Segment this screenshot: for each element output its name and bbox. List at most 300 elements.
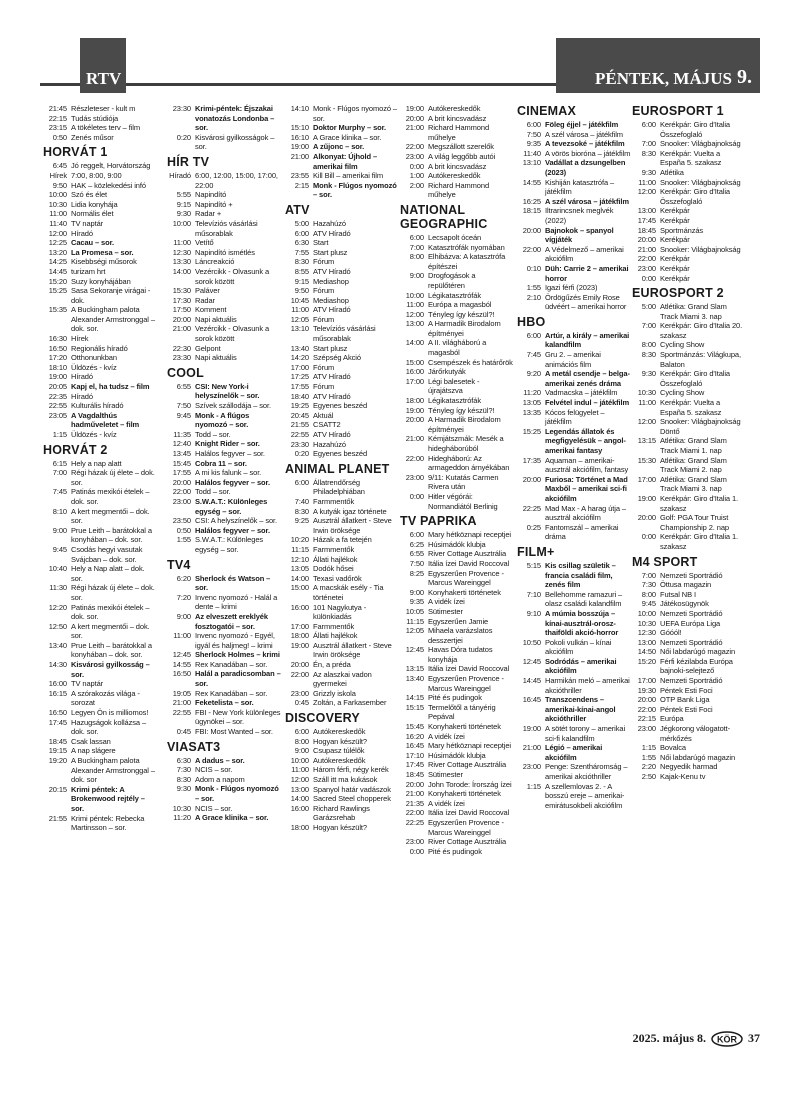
program-entry (285, 698, 399, 708)
program-title: Megszállott szerelők (428, 142, 494, 152)
program-title: Mediashop (313, 295, 349, 305)
program-entry (400, 751, 514, 761)
program-entry (167, 765, 281, 775)
program-entry (517, 197, 631, 207)
program-title: Fórum (313, 382, 335, 392)
program-time: 12:20 (48, 602, 67, 612)
program-title: Legyen Ön is milliomos! (71, 708, 149, 718)
program-title: Normális élet (71, 209, 114, 219)
program-title: Halálos fegyver – sor. (195, 449, 265, 458)
program-entry (43, 104, 157, 114)
program-time: 17:30 (172, 295, 191, 305)
program-title: A mi kis falunk – sor. (195, 468, 262, 478)
program-title: Kócos felügyelet – játékfilm (545, 407, 605, 427)
program-title: Az alaszkai vadon gyermekei (313, 669, 372, 689)
program-title: Katasztrófák nyomában (428, 242, 505, 252)
program-time: 7:40 (294, 496, 309, 506)
program-time: 7:50 (176, 401, 191, 411)
program-time: 7:00 (641, 570, 656, 580)
program-title: S.W.A.T.: Különleges egység – sor. (195, 496, 268, 516)
program-time: 0:20 (176, 132, 191, 142)
program-entry (285, 392, 399, 402)
program-time: 1:00 (409, 171, 424, 181)
program-title: ATV Híradó (313, 305, 351, 315)
program-title: Furiosa: Történet a Mad Maxből – amerikai sci-fi akciófilm (545, 474, 628, 503)
program-title: A brit kincsvadász (428, 113, 487, 123)
program-title: Légió – amerikai akciófilm (545, 743, 603, 762)
program-time: 10:30 (637, 618, 656, 628)
program-entry (632, 686, 746, 696)
program-title: Cycling Show (660, 340, 705, 350)
listings-column-1 (43, 104, 157, 833)
program-entry (632, 149, 746, 168)
program-entry (632, 705, 746, 715)
program-time: 21:00 (522, 743, 541, 753)
program-time: 6:00 (526, 330, 541, 340)
program-entry (517, 504, 631, 523)
program-entry (517, 408, 631, 427)
program-entry (517, 158, 631, 177)
program-time: 22:00 (290, 669, 309, 679)
program-entry (43, 785, 157, 814)
program-title: Napindító ismétlés (195, 247, 255, 257)
program-title: A macskák esély - Tia történetei (313, 583, 384, 602)
program-entry (43, 238, 157, 248)
program-title: ATV Híradó (313, 266, 351, 276)
program-entry (43, 267, 157, 277)
program-entry (632, 590, 746, 600)
program-title: Todd – sor. (195, 487, 231, 497)
program-time: 23:00 (405, 151, 424, 161)
program-time: 8:30 (294, 257, 309, 267)
program-entry (285, 324, 399, 343)
program-title: Napindító (195, 190, 227, 200)
program-entry (400, 162, 514, 172)
program-entry (167, 698, 281, 708)
program-time: 23:30 (290, 439, 309, 449)
program-time: 16:45 (405, 741, 424, 751)
program-entry (285, 171, 399, 181)
program-title: CSI: New York-i helyszínelők – sor. (195, 381, 260, 401)
program-entry (517, 139, 631, 149)
program-entry (517, 427, 631, 456)
program-title: Házak a fa tetején (313, 535, 372, 545)
program-title: Csodás hegyi vasutak Svájcban – dok. sor. (71, 544, 143, 564)
program-entry (632, 638, 746, 648)
program-time: 17:20 (48, 353, 67, 363)
program-time: 13:35 (522, 407, 541, 417)
program-title: Penge: Szentháromság – amerikai akcióthriller (545, 762, 628, 781)
program-title: Nemzeti Sportrádió (660, 676, 723, 686)
program-entry (43, 334, 157, 344)
program-entry (43, 133, 157, 143)
program-time: 7:00 (52, 468, 67, 478)
program-entry (400, 473, 514, 492)
program-title: Fórum (313, 286, 335, 296)
program-time: 23:00 (637, 263, 656, 273)
program-title: Tényleg így készül?! (428, 309, 495, 319)
program-entry (167, 516, 281, 526)
program-entry (43, 737, 157, 747)
program-entry (632, 139, 746, 149)
program-time: 14:00 (290, 573, 309, 583)
program-title: Kisebbségi műsorok (71, 257, 137, 267)
program-title: Hazahúzó (313, 439, 346, 449)
program-entry (167, 248, 281, 258)
program-entry (400, 607, 514, 617)
program-time: 22:30 (172, 343, 191, 353)
program-title: Légikatasztrófák (428, 396, 482, 406)
program-title: Sütimester (428, 606, 463, 616)
program-time: 12:45 (522, 656, 541, 666)
program-time: 22:00 (637, 254, 656, 264)
program-time: 21:00 (405, 789, 424, 799)
program-entry (400, 152, 514, 162)
program-title: A Grace klinika – sor. (195, 813, 269, 823)
program-title: Sodródás – amerikai akciófilm (545, 656, 617, 676)
program-time: 11:30 (49, 583, 67, 593)
program-title: Suzy konyhájában (71, 276, 131, 286)
program-time: 9:10 (526, 608, 541, 618)
program-entry (400, 760, 514, 770)
program-time: 7:10 (526, 589, 541, 599)
program-entry (43, 622, 157, 641)
program-time: 20:00 (172, 314, 191, 324)
channel-heading: EUROSPORT 2 (632, 286, 724, 301)
program-entry (400, 588, 514, 598)
program-title: Autókereskedők (313, 755, 366, 765)
program-title: Rex Kanadában – sor. (195, 659, 268, 669)
program-title: Nemzeti Sportrádió (660, 637, 723, 647)
program-time: 19:30 (637, 685, 656, 695)
channel-heading: HORVÁT 1 (43, 145, 108, 160)
program-time: 6:00 (409, 232, 424, 242)
program-entry (517, 350, 631, 369)
program-entry (43, 689, 157, 708)
program-entry (400, 142, 514, 152)
program-title: Iltrarincsnek meglvék (2022) (545, 206, 614, 225)
program-time: 6:15 (52, 458, 67, 468)
program-time: 12:40 (172, 439, 191, 449)
program-entry (285, 152, 399, 171)
program-entry (517, 590, 631, 609)
program-title: Atlétika: Grand Slam Track Miami 3. nap (660, 474, 727, 494)
program-entry (400, 319, 514, 338)
program-entry (400, 626, 514, 645)
program-title: Vetítő (195, 238, 214, 248)
program-title: Kill Bill – amerikai film (313, 171, 384, 181)
program-time: 16:00 (290, 803, 309, 813)
program-title: Üldözés - kvíz (71, 430, 117, 439)
program-entry (285, 804, 399, 823)
program-time: 6:30 (294, 238, 309, 248)
program-title: Kerékpár (660, 206, 690, 216)
program-entry (517, 283, 631, 293)
program-time: 19:00 (290, 142, 309, 152)
program-title: Snooker: Világbajnokság (660, 244, 741, 254)
program-title: Elhibázva: A katasztrófa építészei (428, 252, 506, 271)
program-title: Kis csillag születik – francia családi film, zenés film (545, 560, 616, 590)
program-entry (632, 168, 746, 178)
program-title: Golf: PGA Tour Truist Championship 2. nap (660, 513, 729, 532)
program-entry (632, 724, 746, 743)
program-title: A Védelmező – amerikai akciófilm (545, 244, 624, 264)
program-title: Jó reggelt, Horvátország (71, 161, 151, 171)
program-entry (632, 647, 746, 657)
program-entry (43, 363, 157, 373)
program-time: 13:15 (637, 436, 656, 446)
program-entry (285, 430, 399, 440)
program-entry (43, 814, 157, 833)
program-time: 15:20 (48, 276, 67, 286)
program-time: 6:00 (641, 120, 656, 129)
program-entry (43, 468, 157, 487)
program-entry (632, 628, 746, 638)
program-entry (285, 123, 399, 133)
program-time: 8:25 (409, 568, 424, 578)
channel-heading: ATV (285, 202, 310, 217)
program-entry (517, 475, 631, 504)
program-title: Start (313, 238, 329, 248)
program-entry (400, 732, 514, 742)
program-entry (632, 245, 746, 255)
program-entry (167, 171, 281, 190)
channel-heading: TV4 (167, 557, 191, 572)
program-entry (43, 353, 157, 363)
program-time: 11:20 (173, 813, 191, 823)
program-time: 19:00 (405, 405, 424, 415)
program-time: 20:00 (172, 477, 191, 487)
program-entry (285, 104, 399, 123)
program-entry (43, 401, 157, 411)
program-time: 22:55 (290, 430, 309, 439)
program-title: Konyhakerti történetek (428, 789, 501, 799)
program-title: Radar (195, 295, 215, 305)
program-time: 6:45 (52, 161, 67, 171)
program-time: 5:15 (526, 560, 541, 570)
program-title: Rex Kanadában – sor. (195, 688, 268, 698)
program-title: Csupasz túlélők (313, 746, 365, 756)
program-title: Itália ízei David Roccoval (428, 808, 510, 818)
program-time: 10:00 (405, 290, 424, 300)
program-entry (632, 580, 746, 590)
program-title: Száll itt ma kukások (313, 775, 378, 784)
program-time: 6:00 (409, 530, 424, 540)
program-entry (285, 277, 399, 287)
program-time: 9:50 (294, 286, 309, 296)
program-time: 23:30 (172, 353, 191, 363)
magazine-logo (711, 1029, 743, 1047)
program-entry (43, 411, 157, 430)
program-entry (285, 238, 399, 248)
program-title: Női labdarúgó magazin (660, 647, 736, 657)
program-title: Szépség Akció (313, 353, 361, 363)
program-entry (632, 753, 746, 763)
program-time: 9:35 (409, 597, 424, 607)
program-time: 7:00 (409, 242, 424, 252)
program-time: 7:30 (176, 765, 191, 775)
program-title: Dodók hősei (313, 564, 354, 574)
program-time: 12:05 (405, 626, 424, 636)
program-entry (632, 206, 746, 216)
program-entry (285, 641, 399, 660)
program-entry (632, 302, 746, 321)
program-title: Televíziós vásárlási műsorablak (313, 324, 376, 344)
program-time: 9:50 (52, 180, 67, 190)
program-time: 17:10 (405, 750, 424, 760)
program-title: A nap slágere (71, 746, 116, 756)
program-title: Hogyan készült? (313, 822, 367, 832)
program-entry (43, 286, 157, 305)
program-title: River Cottage Ausztrália (428, 837, 507, 847)
program-title: HAK – közlekedési infó (71, 180, 146, 190)
program-title: Mary hétköznapi receptjei (428, 530, 511, 540)
program-title: OTP Bank Liga (660, 695, 710, 705)
program-title: A vidék ízei (428, 798, 465, 808)
program-title: A Vagdalthús hadműveletet – film (71, 410, 140, 430)
program-title: Atlétika: Grand Slam Track Miami 1. nap (660, 436, 727, 455)
program-title: Jégkorong válogatott-mérkőzés (660, 724, 731, 743)
program-title: Láncreakció (195, 257, 235, 267)
program-time: 9:30 (176, 209, 191, 219)
program-time: 13:40 (290, 343, 309, 353)
program-entry (43, 641, 157, 660)
program-time: 21:00 (172, 698, 191, 708)
program-entry (167, 382, 281, 401)
program-time: 20:15 (48, 784, 67, 794)
program-title: Adom a napom (195, 774, 245, 784)
program-entry (285, 372, 399, 382)
program-entry (400, 243, 514, 253)
program-entry (43, 526, 157, 545)
program-entry (517, 245, 631, 264)
program-entry (43, 756, 157, 785)
program-entry (167, 727, 281, 737)
program-entry (43, 123, 157, 133)
program-title: Légi balesetek - újrajátszva (428, 376, 480, 396)
program-entry (632, 475, 746, 494)
program-title: A szél városa – játékfilm (545, 129, 623, 139)
program-title: Öttusa magazin (660, 580, 712, 590)
program-time: 21:55 (290, 420, 309, 430)
program-entry (400, 818, 514, 837)
program-title: Drogfogások a repülőtéren (428, 271, 476, 290)
program-time: 15:25 (522, 426, 541, 436)
program-time: 6:00 (294, 228, 309, 238)
program-entry (400, 617, 514, 627)
program-time: 1:55 (526, 283, 541, 293)
program-title: Európa (660, 714, 684, 724)
program-time: 2:10 (526, 292, 541, 302)
program-time: 9:15 (294, 276, 309, 286)
program-time: 5:55 (176, 190, 191, 200)
program-entry (43, 459, 157, 469)
program-entry (517, 762, 631, 781)
program-title: TV naptár (71, 218, 104, 228)
program-title: Bovalca (660, 743, 686, 753)
program-entry (400, 434, 514, 453)
program-title: Régi házak új élete – dok. sor. (71, 468, 155, 487)
program-entry (167, 756, 281, 766)
program-time: 21:55 (48, 813, 67, 823)
program-time: 17:45 (48, 717, 67, 727)
program-entry (167, 267, 281, 286)
program-entry (167, 478, 281, 488)
program-entry (285, 305, 399, 315)
program-time: 14:00 (172, 266, 191, 276)
program-time: 8:30 (294, 506, 309, 516)
program-entry (43, 200, 157, 210)
program-entry (285, 535, 399, 545)
program-title: ATV Híradó (313, 430, 351, 439)
program-time: 21:00 (290, 151, 309, 161)
program-entry (167, 238, 281, 248)
program-title: Atlétika: Grand Slam Track Miami 3. nap (660, 302, 727, 321)
program-time: 10:00 (290, 755, 309, 765)
program-time: 9:20 (526, 369, 541, 379)
program-time: 13:30 (172, 257, 191, 267)
program-entry (632, 676, 746, 686)
program-title: Péntek Esti Foci (660, 685, 713, 695)
program-entry (632, 226, 746, 236)
program-entry (400, 367, 514, 377)
program-title: Richard Hammond műhelye (428, 123, 490, 142)
program-entry (400, 271, 514, 290)
program-time: 6:00 (294, 477, 309, 487)
program-entry (167, 219, 281, 238)
program-time: 9:00 (294, 746, 309, 756)
program-title: Gru 2. – amerikai animációs film (545, 350, 601, 369)
program-entry (632, 187, 746, 206)
program-entry (400, 808, 514, 818)
program-time: 0:00 (641, 273, 656, 283)
program-entry (285, 775, 399, 785)
program-time: 1:55 (176, 535, 191, 545)
program-entry (517, 523, 631, 542)
program-time: 8:00 (641, 589, 656, 599)
program-entry (167, 430, 281, 440)
program-time: 22:00 (405, 142, 424, 152)
channel-heading: HÍR TV (167, 154, 210, 169)
program-entry (43, 190, 157, 200)
program-entry (632, 762, 746, 772)
program-title: Kapj el, ha tudsz – film (71, 382, 150, 392)
program-entry (167, 660, 281, 670)
listings-column-6 (632, 104, 746, 782)
program-title: Csak lassan (71, 736, 111, 746)
program-time: 17:35 (522, 455, 541, 465)
program-time: 18:45 (48, 736, 67, 746)
program-title: Autókereskedők (428, 171, 481, 181)
program-time: 16:50 (172, 669, 191, 679)
program-title: Snooker: Világbajnokság (660, 139, 741, 149)
program-title: Komment (195, 305, 227, 315)
program-title: A brit kincsvadász (428, 161, 487, 171)
page-footer (600, 1028, 760, 1048)
program-title: A metál csendje – belga-amerikai zenés dráma (545, 369, 630, 388)
program-entry (285, 555, 399, 565)
program-entry (400, 770, 514, 780)
program-time: 10:05 (405, 606, 424, 616)
program-title: FBI: Most Wanted – sor. (195, 727, 273, 737)
program-title: Farmmentők (313, 621, 355, 631)
program-entry (285, 420, 399, 430)
program-time: 11:00 (638, 177, 656, 187)
program-time: 9:15 (176, 199, 191, 209)
program-title: Hírek (71, 334, 89, 344)
program-time: 13:15 (405, 664, 424, 674)
program-time: 10:30 (172, 803, 191, 813)
